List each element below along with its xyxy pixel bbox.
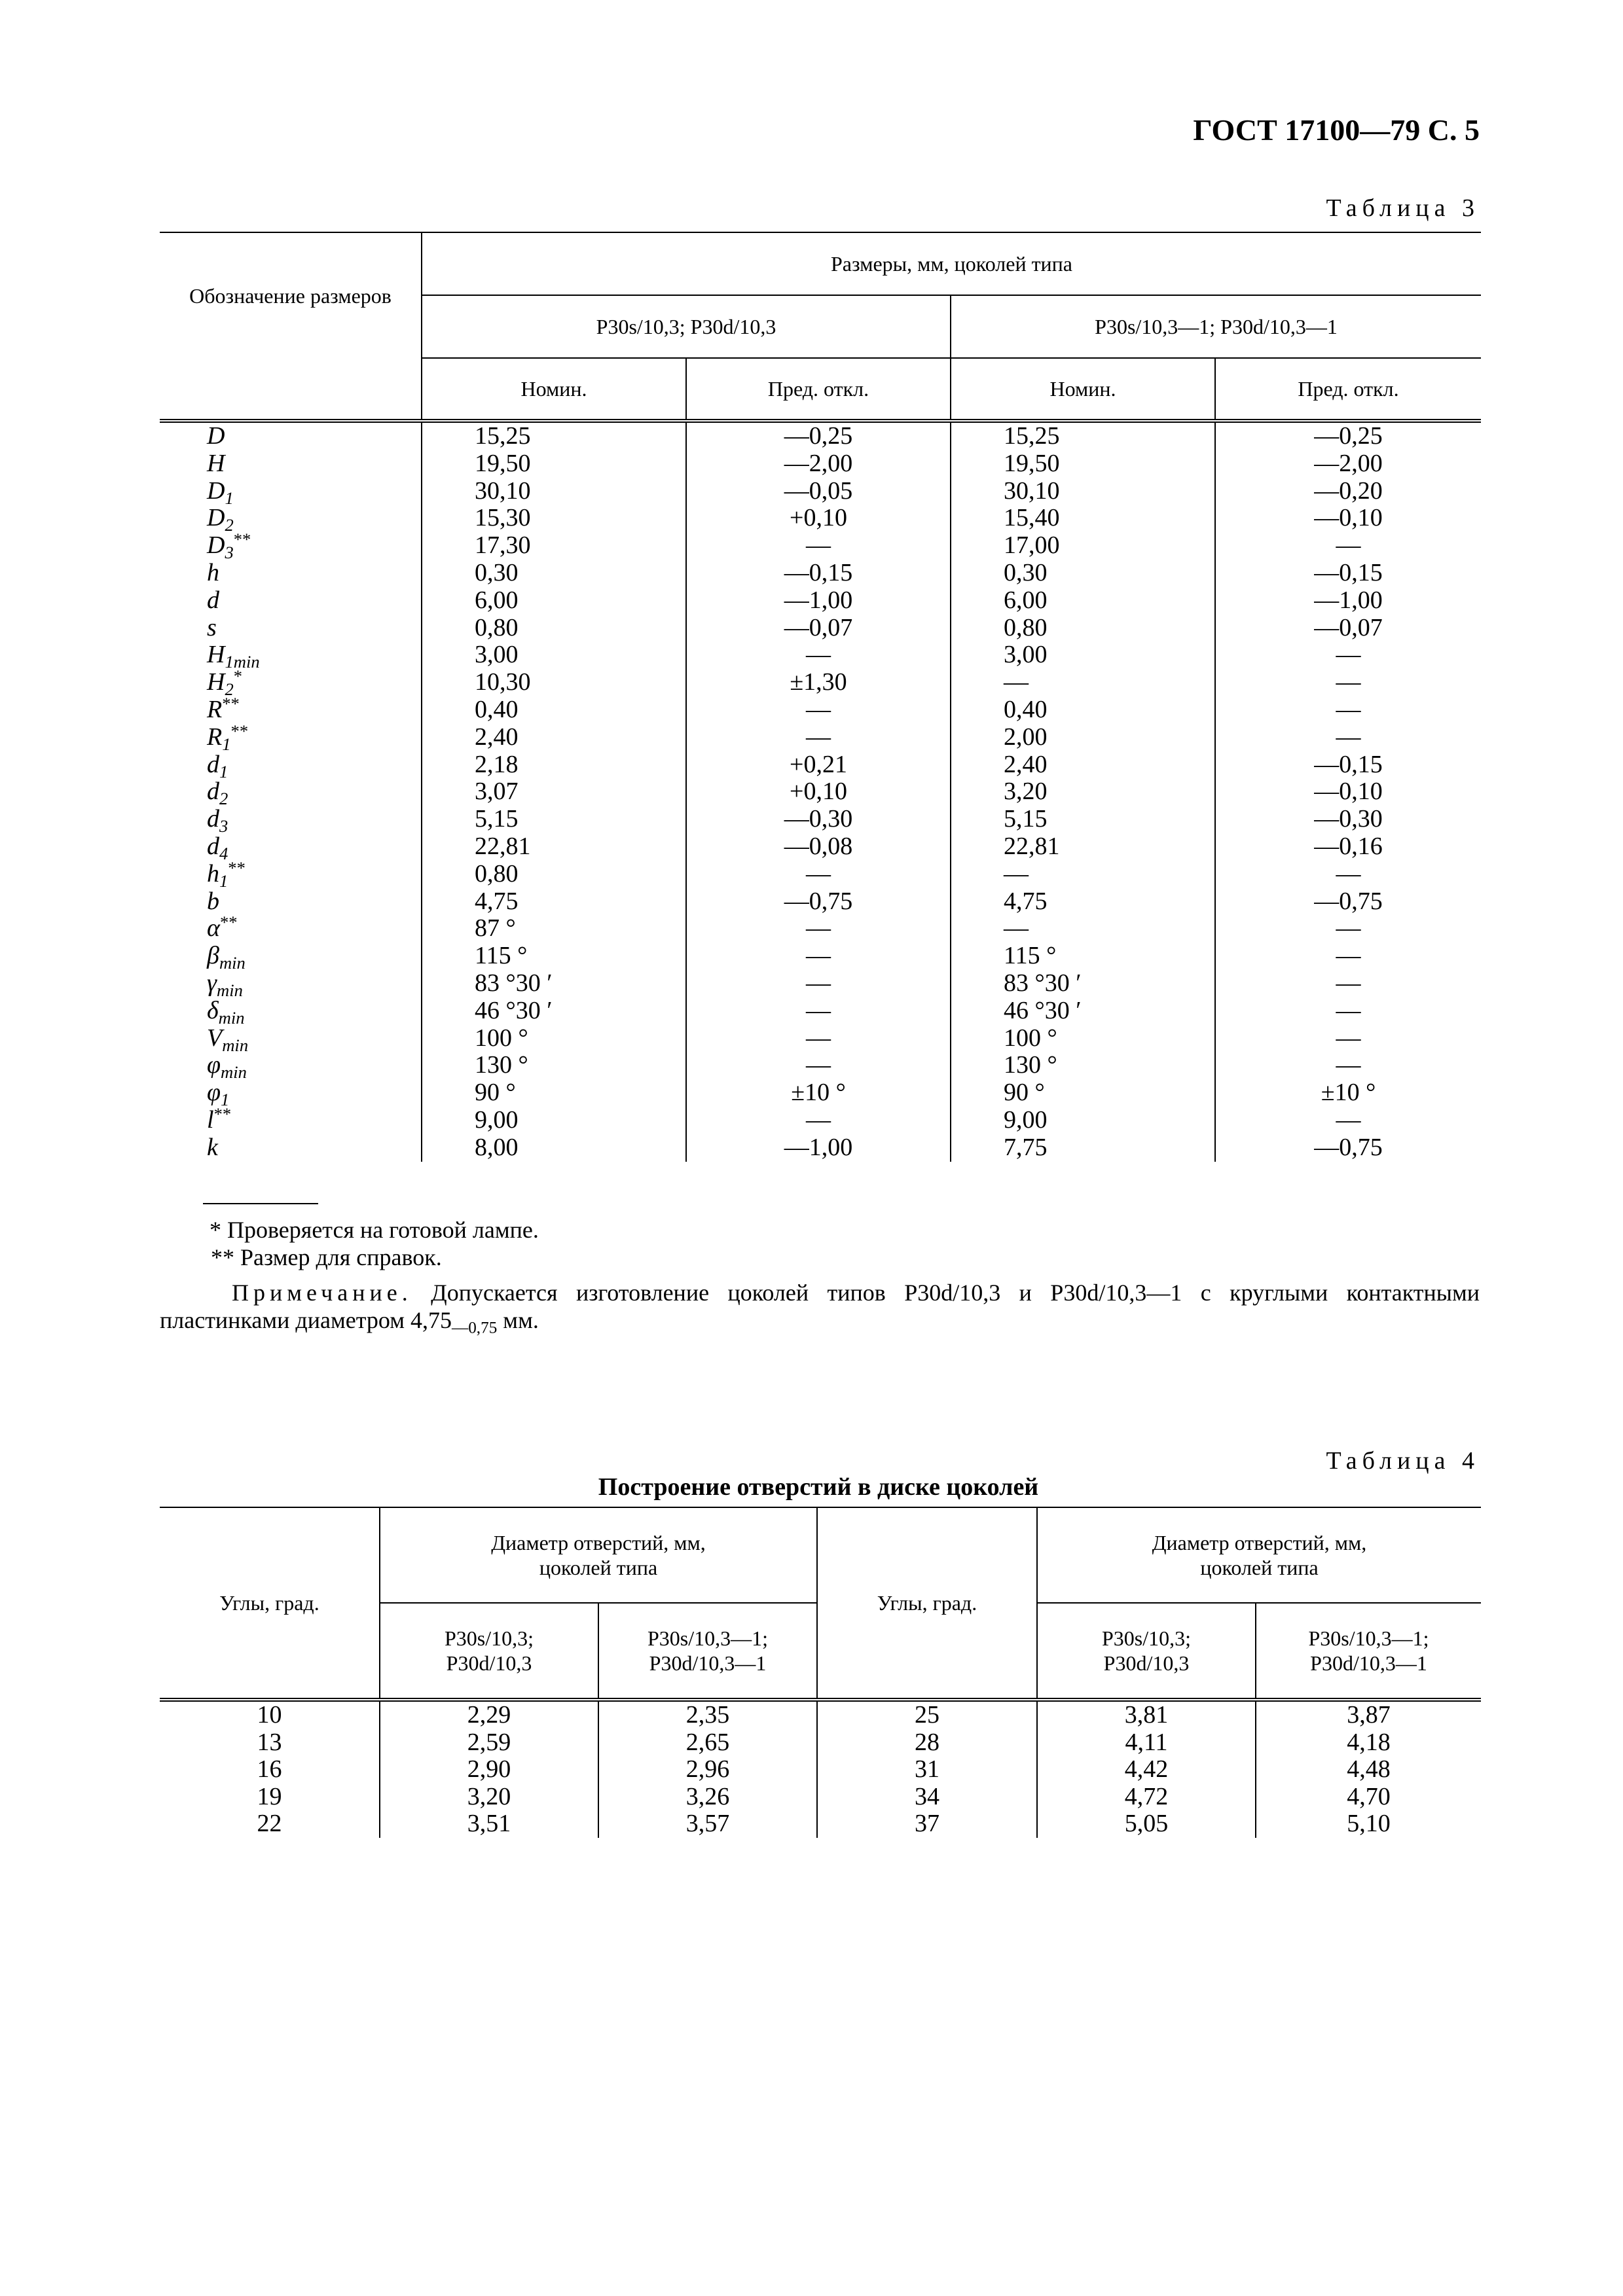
- table3-row: [160, 1079, 1481, 1107]
- table4-row: [160, 1784, 1481, 1811]
- deviation-1: —0,25: [686, 421, 951, 450]
- symbol-letter: H: [207, 668, 225, 696]
- dimension-symbol: [160, 805, 422, 836]
- diam2-left: 2,35: [598, 1700, 817, 1729]
- deviation-1: —: [686, 1052, 951, 1079]
- symbol-letter: R: [207, 723, 223, 751]
- table3-row: [160, 861, 1481, 888]
- deviation-2: —0,10: [1215, 778, 1481, 806]
- table3-row: [160, 669, 1481, 696]
- symbol-subscript: 2: [225, 515, 234, 535]
- dimension-symbol: [160, 778, 422, 809]
- table4-type1-right: P30s/10,3; P30d/10,3: [1037, 1603, 1256, 1700]
- symbol-subscript: 1: [221, 1090, 230, 1110]
- symbol-letter: h: [207, 558, 219, 586]
- deviation-2: —: [1215, 724, 1481, 751]
- symbol-subscript: 2: [225, 679, 234, 700]
- angle-right: 31: [817, 1756, 1037, 1784]
- nominal-2: 90 °: [951, 1079, 1215, 1107]
- dimension-symbol: [160, 1103, 422, 1134]
- dimension-symbol: [160, 942, 422, 973]
- table3-row: [160, 587, 1481, 615]
- deviation-2: —0,75: [1215, 888, 1481, 916]
- table3-dev2: Пред. откл.: [1215, 358, 1481, 421]
- dimension-symbol: [160, 615, 422, 642]
- deviation-1: ±1,30: [686, 669, 951, 696]
- deviation-1: —: [686, 861, 951, 888]
- dimension-symbol: [160, 587, 422, 615]
- deviation-2: —0,16: [1215, 833, 1481, 861]
- symbol-letter: α: [207, 914, 220, 942]
- nominal-2: 2,00: [951, 724, 1215, 751]
- table3-col-designation-cont: [160, 358, 422, 421]
- diam1-right: 3,81: [1037, 1700, 1256, 1729]
- nominal-1: 90 °: [422, 1079, 686, 1107]
- table4-row: [160, 1756, 1481, 1784]
- deviation-1: +0,10: [686, 505, 951, 532]
- diam1-right: 5,05: [1037, 1810, 1256, 1838]
- symbol-subscript: 4: [219, 843, 228, 863]
- table4-type2-left: P30s/10,3—1; P30d/10,3—1: [598, 1603, 817, 1700]
- table3-row: [160, 560, 1481, 587]
- deviation-2: —: [1215, 942, 1481, 970]
- deviation-2: —: [1215, 696, 1481, 724]
- symbol-letter: d: [207, 832, 219, 860]
- symbol-subscript: 1: [219, 761, 228, 781]
- nominal-2: 15,40: [951, 505, 1215, 532]
- symbol-mark: **: [222, 694, 240, 713]
- nominal-2: —: [951, 861, 1215, 888]
- symbol-letter: h: [207, 859, 219, 888]
- table3-col-designation: Обозначение размеров: [160, 232, 422, 358]
- symbol-subscript: 2: [219, 789, 228, 809]
- table3-row: [160, 970, 1481, 997]
- table3-row: [160, 888, 1481, 916]
- diam1-right: 4,42: [1037, 1756, 1256, 1784]
- dimension-symbol: [160, 751, 422, 779]
- table3-row: [160, 505, 1481, 532]
- deviation-2: —0,15: [1215, 560, 1481, 587]
- nominal-2: 9,00: [951, 1107, 1215, 1134]
- diam2-left: 2,96: [598, 1756, 817, 1784]
- dimension-symbol: [160, 1024, 422, 1055]
- dimension-symbol: [160, 1079, 422, 1110]
- diam2-right: 4,70: [1256, 1784, 1481, 1811]
- diam1-left: 3,51: [380, 1810, 598, 1838]
- dimension-symbol: [160, 912, 422, 942]
- symbol-mark: **: [213, 1103, 232, 1124]
- deviation-2: —2,00: [1215, 450, 1481, 478]
- nominal-1: 9,00: [422, 1107, 686, 1134]
- dimension-symbol: [160, 504, 422, 535]
- nominal-2: 5,15: [951, 806, 1215, 833]
- nominal-1: 2,18: [422, 751, 686, 779]
- deviation-2: —: [1215, 532, 1481, 560]
- deviation-1: +0,21: [686, 751, 951, 779]
- table3-nom1: Номин.: [422, 358, 686, 421]
- table3-note: [160, 1279, 1480, 1337]
- deviation-2: —0,10: [1215, 505, 1481, 532]
- nominal-2: 115 °: [951, 942, 1215, 970]
- symbol-subscript: 1: [219, 870, 228, 891]
- symbol-mark: *: [233, 666, 243, 687]
- nominal-2: —: [951, 669, 1215, 696]
- nominal-1: 0,30: [422, 560, 686, 587]
- table3-row: [160, 1134, 1481, 1162]
- symbol-letter: k: [207, 1133, 218, 1161]
- nominal-1: 0,40: [422, 696, 686, 724]
- deviation-1: —: [686, 970, 951, 997]
- deviation-2: —: [1215, 669, 1481, 696]
- deviation-1: —1,00: [686, 587, 951, 615]
- table3-row: [160, 478, 1481, 505]
- symbol-letter: φ: [207, 1079, 221, 1107]
- table3-row: [160, 615, 1481, 642]
- deviation-1: —: [686, 532, 951, 560]
- symbol-letter: D: [207, 476, 225, 505]
- dimension-symbol: [160, 641, 422, 672]
- nominal-1: 4,75: [422, 888, 686, 916]
- nominal-1: 19,50: [422, 450, 686, 478]
- nominal-1: 130 °: [422, 1052, 686, 1079]
- dimension-symbol: [160, 969, 422, 1000]
- table4-title: Построение отверстий в диске цоколей: [598, 1473, 1039, 1501]
- table4-row: [160, 1700, 1481, 1729]
- symbol-letter: l: [207, 1105, 214, 1134]
- deviation-1: —: [686, 997, 951, 1025]
- nominal-1: 46 °30 ′: [422, 997, 686, 1025]
- symbol-subscript: 1min: [225, 652, 260, 672]
- symbol-letter: H: [207, 449, 225, 477]
- table3-row: [160, 1107, 1481, 1134]
- dimension-symbol: [160, 476, 422, 508]
- diam2-right: 3,87: [1256, 1700, 1481, 1729]
- deviation-2: —: [1215, 641, 1481, 669]
- table3-row: [160, 1052, 1481, 1079]
- note-label: Примечание.: [232, 1280, 412, 1306]
- dimension-symbol: [160, 450, 422, 478]
- nominal-1: 10,30: [422, 669, 686, 696]
- page-header: ГОСТ 17100—79 С. 5: [1193, 113, 1480, 147]
- nominal-1: 0,80: [422, 615, 686, 642]
- symbol-subscript: 3: [225, 543, 234, 563]
- nominal-1: 115 °: [422, 942, 686, 970]
- table3-dev1: Пред. откл.: [686, 358, 951, 421]
- deviation-2: —0,07: [1215, 615, 1481, 642]
- nominal-2: 19,50: [951, 450, 1215, 478]
- deviation-2: —0,25: [1215, 421, 1481, 450]
- table3-row: [160, 450, 1481, 478]
- dimension-symbol: [160, 696, 422, 724]
- symbol-letter: φ: [207, 1051, 221, 1079]
- nominal-1: 100 °: [422, 1025, 686, 1052]
- symbol-mark: **: [219, 912, 238, 933]
- dimension-symbol: [160, 529, 422, 563]
- angle-right: 37: [817, 1810, 1037, 1838]
- symbol-letter: β: [207, 942, 219, 970]
- deviation-1: +0,10: [686, 778, 951, 806]
- symbol-letter: D: [207, 504, 225, 532]
- nominal-2: 3,00: [951, 641, 1215, 669]
- symbol-letter: D: [207, 531, 225, 560]
- table3-row: [160, 532, 1481, 560]
- diam2-right: 5,10: [1256, 1810, 1481, 1838]
- nominal-2: 0,80: [951, 615, 1215, 642]
- nominal-1: 17,30: [422, 532, 686, 560]
- nominal-2: 30,10: [951, 478, 1215, 505]
- deviation-1: —0,07: [686, 615, 951, 642]
- footnote-1: * Проверяется на готовой лампе.: [210, 1217, 539, 1243]
- diam1-left: 2,59: [380, 1729, 598, 1757]
- deviation-2: —1,00: [1215, 587, 1481, 615]
- symbol-letter: V: [207, 1024, 223, 1052]
- nominal-2: 83 °30 ′: [951, 970, 1215, 997]
- footnote-rule: [203, 1203, 318, 1204]
- deviation-1: —0,75: [686, 888, 951, 916]
- table3-row: [160, 641, 1481, 669]
- table3-row: [160, 778, 1481, 806]
- table4-row: [160, 1729, 1481, 1757]
- table3-col-sizes: Размеры, мм, цоколей типа: [422, 232, 1481, 295]
- deviation-2: ±10 °: [1215, 1079, 1481, 1107]
- table4: [160, 1507, 1481, 1838]
- symbol-mark: **: [233, 529, 251, 550]
- table3-type1: P30s/10,3; P30d/10,3: [422, 295, 951, 358]
- nominal-2: 130 °: [951, 1052, 1215, 1079]
- nominal-1: 87 °: [422, 915, 686, 942]
- nominal-2: 15,25: [951, 421, 1215, 450]
- angle-left: 19: [257, 1782, 282, 1810]
- diam1-right: 4,72: [1037, 1784, 1256, 1811]
- symbol-subscript: min: [219, 953, 246, 973]
- deviation-2: —: [1215, 1107, 1481, 1134]
- angle-left: 13: [257, 1728, 282, 1756]
- symbol-subscript: 1: [225, 488, 234, 508]
- symbol-letter: d: [207, 586, 219, 614]
- dimension-symbol: [160, 1134, 422, 1162]
- angle-left: 16: [257, 1755, 282, 1784]
- angle-right: 28: [817, 1729, 1037, 1757]
- nominal-1: 0,80: [422, 861, 686, 888]
- deviation-2: —: [1215, 997, 1481, 1025]
- deviation-2: —0,30: [1215, 806, 1481, 833]
- deviation-1: —: [686, 942, 951, 970]
- nominal-1: 3,00: [422, 641, 686, 669]
- angle-left: 22: [257, 1810, 282, 1838]
- diam1-left: 3,20: [380, 1784, 598, 1811]
- nominal-2: 4,75: [951, 888, 1215, 916]
- table4-col-angle-right: Углы, град.: [817, 1507, 1037, 1700]
- symbol-subscript: min: [216, 980, 243, 1000]
- nominal-1: 22,81: [422, 833, 686, 861]
- diam2-right: 4,48: [1256, 1756, 1481, 1784]
- symbol-subscript: 3: [219, 816, 228, 836]
- symbol-subscript: min: [218, 1007, 245, 1028]
- nominal-2: 17,00: [951, 532, 1215, 560]
- deviation-1: —0,05: [686, 478, 951, 505]
- nominal-2: 6,00: [951, 587, 1215, 615]
- symbol-letter: R: [207, 695, 223, 723]
- table3-nom2: Номин.: [951, 358, 1215, 421]
- symbol-letter: δ: [207, 996, 219, 1024]
- table3-type2: P30s/10,3—1; P30d/10,3—1: [951, 295, 1481, 358]
- symbol-letter: b: [207, 887, 219, 915]
- dimension-symbol: [160, 1051, 422, 1083]
- table4-type1-left: P30s/10,3; P30d/10,3: [380, 1603, 598, 1700]
- dimension-symbol: [160, 996, 422, 1028]
- diam1-left: 2,29: [380, 1700, 598, 1729]
- symbol-mark: **: [228, 857, 246, 878]
- table3-row: [160, 833, 1481, 861]
- table3-row: [160, 806, 1481, 833]
- deviation-2: —0,75: [1215, 1134, 1481, 1162]
- table3-row: [160, 421, 1481, 450]
- table3-row: [160, 751, 1481, 779]
- symbol-letter: s: [207, 613, 217, 641]
- nominal-1: 83 °30 ′: [422, 970, 686, 997]
- dimension-symbol: [160, 560, 422, 587]
- table4-col-diam-right: Диаметр отверстий, мм, цоколей типа: [1037, 1507, 1481, 1603]
- deviation-1: —: [686, 641, 951, 669]
- deviation-2: —: [1215, 1025, 1481, 1052]
- diam1-right: 4,11: [1037, 1729, 1256, 1757]
- nominal-1: 5,15: [422, 806, 686, 833]
- table3-row: [160, 724, 1481, 751]
- table3-row: [160, 1025, 1481, 1052]
- symbol-subscript: 1: [222, 734, 231, 754]
- deviation-2: —0,15: [1215, 751, 1481, 779]
- table3-row: [160, 696, 1481, 724]
- note-text: Допускается изготовление цоколей типов P30d/10,3 и P30d/10,3—1 с круглыми контактными пластинками диаметром 4,75: [160, 1280, 1480, 1333]
- deviation-1: —: [686, 696, 951, 724]
- footnote-2: ** Размер для справок.: [211, 1244, 442, 1270]
- nominal-1: 8,00: [422, 1134, 686, 1162]
- table3-row: [160, 915, 1481, 942]
- table3-body: [160, 421, 1481, 1162]
- diam1-left: 2,90: [380, 1756, 598, 1784]
- angle-left: 10: [257, 1701, 282, 1729]
- deviation-1: —: [686, 1107, 951, 1134]
- note-tolerance: —0,75: [452, 1319, 498, 1337]
- symbol-letter: d: [207, 778, 219, 806]
- table4-row: [160, 1810, 1481, 1838]
- dimension-symbol: [160, 857, 422, 891]
- symbol-subscript: min: [221, 1062, 247, 1083]
- nominal-1: 15,30: [422, 505, 686, 532]
- deviation-2: —: [1215, 1052, 1481, 1079]
- symbol-letter: d: [207, 750, 219, 778]
- symbol-mark: **: [230, 721, 249, 741]
- table3-row: [160, 942, 1481, 970]
- dimension-symbol: [160, 421, 422, 450]
- diam2-left: 3,26: [598, 1784, 817, 1811]
- nominal-2: 2,40: [951, 751, 1215, 779]
- nominal-1: 15,25: [422, 421, 686, 450]
- deviation-2: —: [1215, 970, 1481, 997]
- deviation-1: —: [686, 915, 951, 942]
- table3-caption: Таблица 3: [1326, 194, 1480, 222]
- deviation-1: —0,15: [686, 560, 951, 587]
- nominal-2: 0,30: [951, 560, 1215, 587]
- deviation-2: —: [1215, 915, 1481, 942]
- nominal-1: 6,00: [422, 587, 686, 615]
- nominal-1: 2,40: [422, 724, 686, 751]
- dimension-symbol: [160, 666, 422, 700]
- diam2-left: 2,65: [598, 1729, 817, 1757]
- table4-caption: Таблица 4: [1326, 1447, 1480, 1475]
- dimension-symbol: [160, 833, 422, 861]
- symbol-letter: d: [207, 805, 219, 833]
- deviation-1: —2,00: [686, 450, 951, 478]
- deviation-1: —0,30: [686, 806, 951, 833]
- deviation-1: —0,08: [686, 833, 951, 861]
- symbol-letter: H: [207, 641, 225, 669]
- diam2-right: 4,18: [1256, 1729, 1481, 1757]
- nominal-1: 30,10: [422, 478, 686, 505]
- deviation-1: ±10 °: [686, 1079, 951, 1107]
- nominal-2: 22,81: [951, 833, 1215, 861]
- note-end: мм.: [497, 1307, 539, 1333]
- nominal-2: 0,40: [951, 696, 1215, 724]
- diam2-left: 3,57: [598, 1810, 817, 1838]
- nominal-2: 46 °30 ′: [951, 997, 1215, 1025]
- symbol-letter: D: [207, 422, 225, 450]
- table3-row: [160, 997, 1481, 1025]
- table4-body: [160, 1700, 1481, 1838]
- dimension-symbol: [160, 888, 422, 916]
- deviation-1: —: [686, 724, 951, 751]
- nominal-2: 3,20: [951, 778, 1215, 806]
- angle-right: 34: [817, 1784, 1037, 1811]
- deviation-1: —: [686, 1025, 951, 1052]
- symbol-letter: γ: [207, 969, 217, 997]
- symbol-subscript: min: [222, 1035, 249, 1055]
- table3: [160, 232, 1481, 1162]
- nominal-1: 3,07: [422, 778, 686, 806]
- table4-col-angle-left: Углы, град.: [160, 1507, 380, 1700]
- deviation-1: —1,00: [686, 1134, 951, 1162]
- nominal-2: 7,75: [951, 1134, 1215, 1162]
- deviation-2: —: [1215, 861, 1481, 888]
- angle-right: 25: [817, 1700, 1037, 1729]
- nominal-2: 100 °: [951, 1025, 1215, 1052]
- nominal-2: —: [951, 915, 1215, 942]
- deviation-2: —0,20: [1215, 478, 1481, 505]
- table4-col-diam-left: Диаметр отверстий, мм, цоколей типа: [380, 1507, 817, 1603]
- table4-type2-right: P30s/10,3—1; P30d/10,3—1: [1256, 1603, 1481, 1700]
- dimension-symbol: [160, 721, 422, 754]
